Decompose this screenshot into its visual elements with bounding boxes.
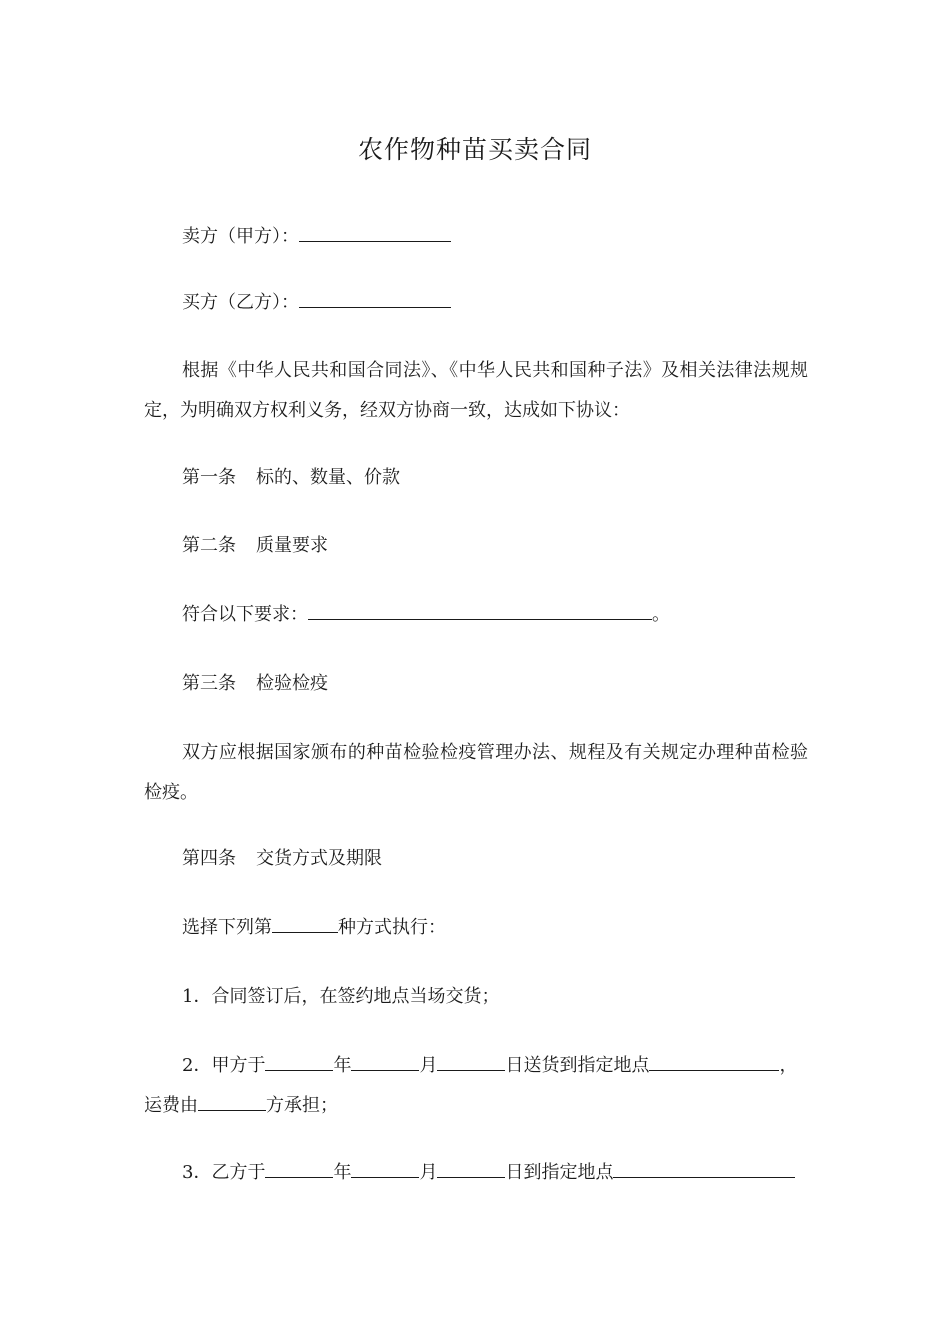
seller-label: 卖方（甲方）： <box>182 226 299 247</box>
option2-day-blank <box>437 1050 505 1071</box>
option3-month: 月 <box>419 1162 438 1183</box>
option3-day-text: 日到指定地点 <box>505 1162 614 1183</box>
option2-comma: ， <box>779 1055 798 1076</box>
option3-place-blank <box>613 1157 795 1178</box>
option2-day-text: 日送货到指定地点 <box>505 1055 650 1076</box>
option3-month-blank <box>351 1157 419 1178</box>
article1-heading <box>144 458 824 498</box>
article2-heading <box>144 526 824 566</box>
article4-heading <box>144 839 824 879</box>
option2-line2-suffix: 方承担； <box>266 1095 338 1116</box>
inspection-paragraph: 双方应根据国家颁布的种苗检验检疫管理办法、规程及有关规定办理种苗检验检疫。 <box>144 742 808 803</box>
option3-line <box>144 1153 824 1193</box>
seller-blank <box>299 221 451 242</box>
seller-line <box>144 217 824 257</box>
choose-line <box>144 908 824 948</box>
article1-number: 第一条 <box>182 467 236 488</box>
option2-place-blank <box>649 1050 779 1071</box>
option2-line1 <box>144 1046 824 1086</box>
option2-year-blank <box>265 1050 333 1071</box>
choose-prefix: 选择下列第 <box>182 917 272 938</box>
option2-prefix: 2．甲方于 <box>182 1055 266 1076</box>
preamble-paragraph: 根据《中华人民共和国合同法》、《中华人民共和国种子法》及相关法律法规规定，为明确双方权利义务，经双方协商一致，达成如下协议： <box>144 360 808 421</box>
option2-year: 年 <box>333 1055 352 1076</box>
option2-line2 <box>144 1086 824 1126</box>
document-title: 农作物种苗买卖合同 <box>357 135 592 164</box>
article2-title: 质量要求 <box>256 535 328 556</box>
option2-month: 月 <box>419 1055 438 1076</box>
article4-number: 第四条 <box>182 848 236 869</box>
buyer-blank <box>299 287 451 308</box>
buyer-label: 买方（乙方）： <box>182 292 299 313</box>
quality-prefix: 符合以下要求： <box>182 604 308 625</box>
option1-line: 1．合同签订后，在签约地点当场交货； <box>182 986 500 1007</box>
choose-blank <box>272 912 338 933</box>
article3-title: 检验检疫 <box>256 673 328 694</box>
quality-blank <box>308 599 652 620</box>
option3-year: 年 <box>333 1162 352 1183</box>
option3-day-blank <box>437 1157 505 1178</box>
quality-line <box>144 595 824 635</box>
quality-suffix: 。 <box>652 604 670 625</box>
option2-month-blank <box>351 1050 419 1071</box>
buyer-line <box>144 283 824 323</box>
choose-suffix: 种方式执行： <box>338 917 446 938</box>
option2-line2-prefix: 运费由 <box>144 1095 198 1116</box>
article3-heading <box>144 664 824 704</box>
article4-title: 交货方式及期限 <box>256 848 382 869</box>
option2-party-blank <box>198 1090 266 1111</box>
article2-number: 第二条 <box>182 535 236 556</box>
option3-year-blank <box>265 1157 333 1178</box>
article1-title: 标的、数量、价款 <box>256 467 400 488</box>
option3-prefix: 3．乙方于 <box>182 1162 266 1183</box>
article3-number: 第三条 <box>182 673 236 694</box>
